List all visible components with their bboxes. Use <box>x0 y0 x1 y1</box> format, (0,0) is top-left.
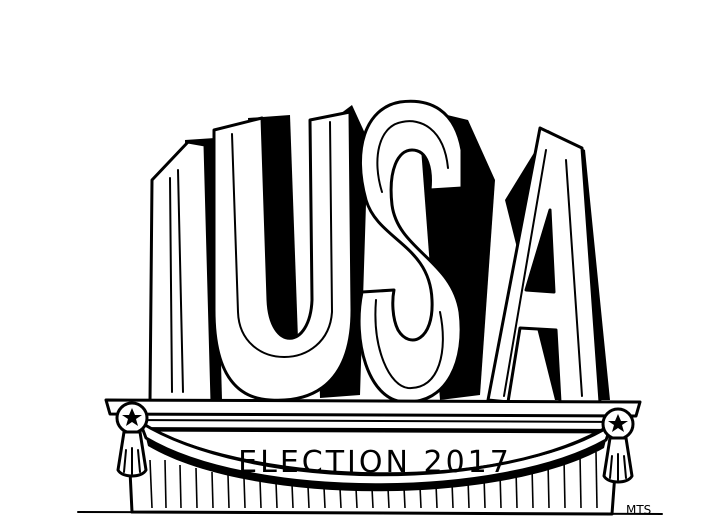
letter-u <box>214 105 368 400</box>
artist-signature: MTS <box>626 503 652 517</box>
headline-letters <box>150 101 610 402</box>
rosette-right <box>603 409 633 482</box>
letter-a <box>488 128 610 402</box>
letter-i <box>150 138 222 402</box>
banner-text: ELECTION 2017 <box>238 445 512 480</box>
letter-s <box>359 101 495 402</box>
rosette-left <box>117 403 147 476</box>
